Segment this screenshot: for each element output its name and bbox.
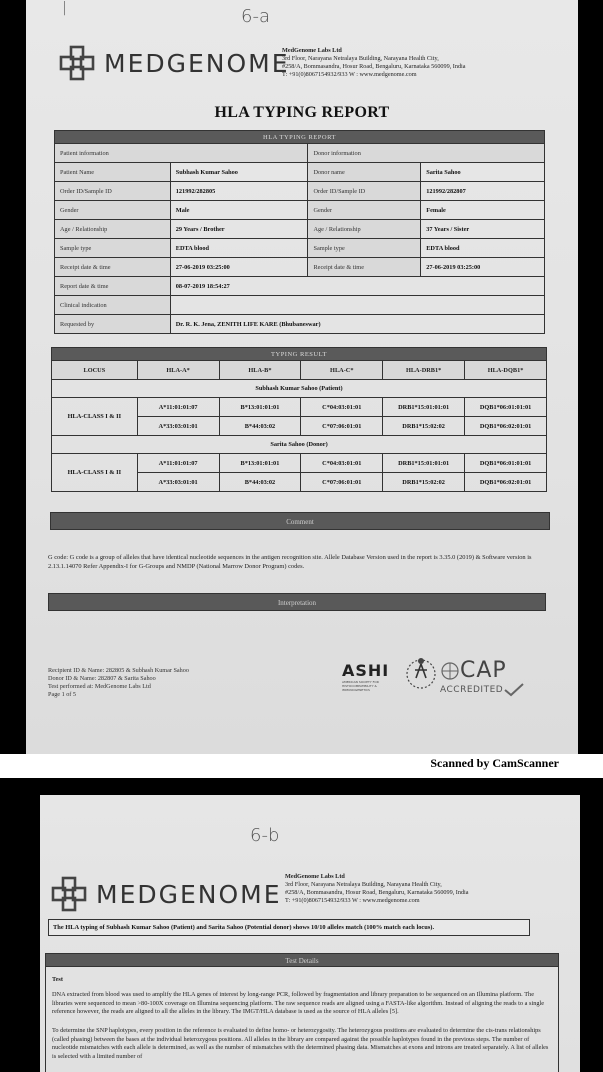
table-row: [52, 454, 547, 473]
table-band-title: HLA TYPING REPORT: [55, 131, 545, 144]
table-row: [55, 296, 545, 315]
table-row: [55, 239, 545, 258]
typing-result-table: [51, 347, 547, 492]
field-value: Subhash Kumar Sahoo: [170, 163, 308, 182]
medgenome-logo-icon: [50, 875, 88, 913]
field-value: EDTA blood: [421, 239, 545, 258]
address-line: 3rd Floor, Narayana Netralaya Building, Narayana Health City,: [285, 881, 442, 888]
handwritten-note: 6-b: [250, 825, 280, 846]
field-value: Female: [421, 201, 545, 220]
table-row: [55, 182, 545, 201]
report-title: HLA TYPING REPORT: [214, 104, 390, 121]
column-header: HLA-A*: [137, 361, 219, 380]
handwritten-note: 6-a: [241, 6, 270, 27]
field-value: 08-07-2019 18:54:27: [170, 277, 544, 296]
cap-text: CAP: [460, 658, 507, 683]
donor-info-header: Donor information: [308, 144, 545, 163]
footer-line: Recipient ID & Name: 282805 & Subhash Kumar Sahoo: [48, 667, 189, 674]
field-value: 27-06-2019 03:25:00: [421, 258, 545, 277]
company-address: [285, 873, 555, 905]
field-label: Donor name: [308, 163, 421, 182]
cap-seal-icon: [440, 660, 460, 682]
allele-cell: A*11:01:01:07: [137, 398, 219, 417]
table-row: [52, 398, 547, 417]
field-label: Order ID/Sample ID: [55, 182, 171, 201]
company-logo: [58, 44, 290, 82]
table-band-title: TYPING RESULT: [52, 348, 547, 361]
field-value: 27-06-2019 03:25:00: [170, 258, 308, 277]
patient-subheader: Subhash Kumar Sahoo (Patient): [52, 380, 547, 398]
allele-cell: DRB1*15:02:02: [383, 473, 465, 492]
table-row: [55, 201, 545, 220]
field-label: Age / Relationship: [308, 220, 421, 239]
allele-cell: C*04:03:01:01: [301, 398, 383, 417]
patient-donor-table: [54, 130, 545, 334]
allele-cell: DQB1*06:01:01:01: [465, 398, 547, 417]
column-header: HLA-DQB1*: [465, 361, 547, 380]
company-name: MEDGENOME: [96, 879, 282, 909]
pen-mark: |: [62, 0, 67, 16]
allele-cell: C*04:03:01:01: [301, 454, 383, 473]
field-label: Receipt date & time: [308, 258, 421, 277]
field-value: EDTA blood: [170, 239, 308, 258]
table-row: [55, 220, 545, 239]
page-footer: [48, 667, 268, 699]
field-label: Gender: [55, 201, 171, 220]
test-paragraph: To determine the SNP haplotypes, every position in the reference is evaluated to define homo- or heterozygosity. The heterozygous positions are evaluated to determine the cis-trans relationships (called phasing) between the bases at the individual heterozygous positions. All alleles in the library are compared against the possible haplotypes found in the previous steps. The number of nucleotide mismatches with each allele is determined, as well as the number of mismatches with the determined phasing data. Mismatches at exons and introns are treated separately. A list of alleles is selected with a limited number of: [52, 1027, 549, 1060]
field-value: Male: [170, 201, 308, 220]
test-paragraph: DNA extracted from blood was used to amplify the HLA genes of interest by long-range PCR, followed by fragmentation and library preparation to be sequenced on an Illumina platform. The libraries were sequenced to mean >80-100X coverage on Illumina sequencing platform. The raw sequence reads are aligned using a FASTA-like algorithm. Instead of aligning the reads to a single reference however, the reads are aligned to all the alleles in the library. The IMGT/HLA database is used as the source of HLA alleles [5].: [52, 991, 545, 1016]
footer-line: Donor ID & Name: 282807 & Sarita Sahoo: [48, 675, 156, 682]
ashi-accreditation-logo: [342, 652, 438, 700]
report-page-2: [40, 795, 580, 1072]
allele-cell: DRB1*15:02:02: [383, 417, 465, 436]
report-page-1: [26, 0, 578, 754]
company-name: MEDGENOME: [104, 48, 290, 78]
allele-cell: B*44:03:02: [219, 417, 301, 436]
allele-cell: DQB1*06:01:01:01: [465, 454, 547, 473]
allele-cell: A*11:01:01:07: [137, 454, 219, 473]
match-summary: The HLA typing of Subhash Kumar Sahoo (Patient) and Sarita Sahoo (Potential donor) shows 10/10 alleles match (100% match each locus).: [48, 919, 530, 936]
field-label: Report date & time: [55, 277, 171, 296]
table-row: [55, 163, 545, 182]
field-value: [170, 296, 544, 315]
scanner-watermark: Scanned by CamScanner: [430, 756, 559, 770]
allele-cell: DQB1*06:02:01:01: [465, 473, 547, 492]
donor-subheader: Sarita Sahoo (Donor): [52, 436, 547, 454]
ashi-seal-icon: [404, 652, 438, 700]
patient-info-header: Patient information: [55, 144, 308, 163]
field-label: Gender: [308, 201, 421, 220]
allele-cell: B*13:01:01:01: [219, 398, 301, 417]
field-label: Patient Name: [55, 163, 171, 182]
allele-cell: B*13:01:01:01: [219, 454, 301, 473]
page-number: Page 1 of 5: [48, 691, 77, 698]
address-line: #258/A, Bommasandra, Hosur Road, Bengaluru, Karnataka 560099, India: [282, 63, 466, 70]
column-header: HLA-B*: [219, 361, 301, 380]
company-address: [282, 47, 542, 79]
locus-header-row: [52, 361, 547, 380]
interpretation-band: Interpretation: [48, 593, 546, 611]
field-value: Sarita Sahoo: [421, 163, 545, 182]
table-row: [55, 277, 545, 296]
table-row: [55, 315, 545, 334]
field-value: 121992/282805: [170, 182, 308, 201]
address-line: #258/A, Bommasandra, Hosur Road, Bengaluru, Karnataka 560099, India: [285, 889, 469, 896]
column-header: HLA-C*: [301, 361, 383, 380]
accredited-text: ACCREDITED: [440, 685, 504, 695]
allele-cell: C*07:06:01:01: [301, 417, 383, 436]
test-details-band: Test Details: [45, 953, 559, 967]
allele-cell: B*44:03:02: [219, 473, 301, 492]
column-header: LOCUS: [52, 361, 138, 380]
field-label: Requested by: [55, 315, 171, 334]
address-line: 3rd Floor, Narayana Netralaya Building, Narayana Health City,: [282, 55, 439, 62]
field-label: Order ID/Sample ID: [308, 182, 421, 201]
comment-text: G code: G code is a group of alleles that have identical nucleotide sequences in the antigen recognition site. Allele Database Version used in the report is 3.35.0 (2019) & Software version is 2.13.1.14070 Refer Appendix-I for G-Groups and NMDP (National Marrow Donor Program) codes.: [48, 554, 532, 570]
allele-cell: C*07:06:01:01: [301, 473, 383, 492]
class-label: HLA-CLASS I & II: [52, 398, 138, 436]
checkmark-icon: [503, 683, 525, 697]
allele-cell: DQB1*06:02:01:01: [465, 417, 547, 436]
field-label: Receipt date & time: [55, 258, 171, 277]
field-label: Sample type: [308, 239, 421, 258]
field-value: 37 Years / Sister: [421, 220, 545, 239]
test-label: Test: [52, 976, 63, 983]
address-line: T: +91(0)8067154932/933 W : www.medgenome.com: [282, 71, 417, 78]
footer-line: Test performed at: MedGenome Labs Ltd: [48, 683, 151, 690]
field-label: Age / Relationship: [55, 220, 171, 239]
allele-cell: A*33:03:01:01: [137, 417, 219, 436]
allele-cell: DRB1*15:01:01:01: [383, 454, 465, 473]
allele-cell: DRB1*15:01:01:01: [383, 398, 465, 417]
address-line: T: +91(0)8067154932/933 W : www.medgenome.com: [285, 897, 420, 904]
address-line: MedGenome Labs Ltd: [282, 47, 342, 54]
allele-cell: A*33:03:01:01: [137, 473, 219, 492]
field-value: Dr. R. K. Jena, ZENITH LIFE KARE (Bhubaneswar): [170, 315, 544, 334]
field-value: 29 Years / Brother: [170, 220, 308, 239]
test-details-box: [45, 953, 559, 1072]
company-logo: [50, 875, 282, 913]
comment-band: Comment: [50, 512, 550, 530]
address-line: MedGenome Labs Ltd: [285, 873, 345, 880]
cap-accreditation-logo: [440, 658, 525, 697]
field-label: Sample type: [55, 239, 171, 258]
ashi-text: ASHI: [342, 660, 390, 680]
class-label: HLA-CLASS I & II: [52, 454, 138, 492]
medgenome-logo-icon: [58, 44, 96, 82]
column-header: HLA-DRB1*: [383, 361, 465, 380]
ashi-subtext: AMERICAN SOCIETY FOR HISTOCOMPATIBILITY & IMMUNOGENETICS: [342, 679, 379, 692]
table-row: [55, 258, 545, 277]
field-value: 121992/282807: [421, 182, 545, 201]
field-label: Clinical indication: [55, 296, 171, 315]
